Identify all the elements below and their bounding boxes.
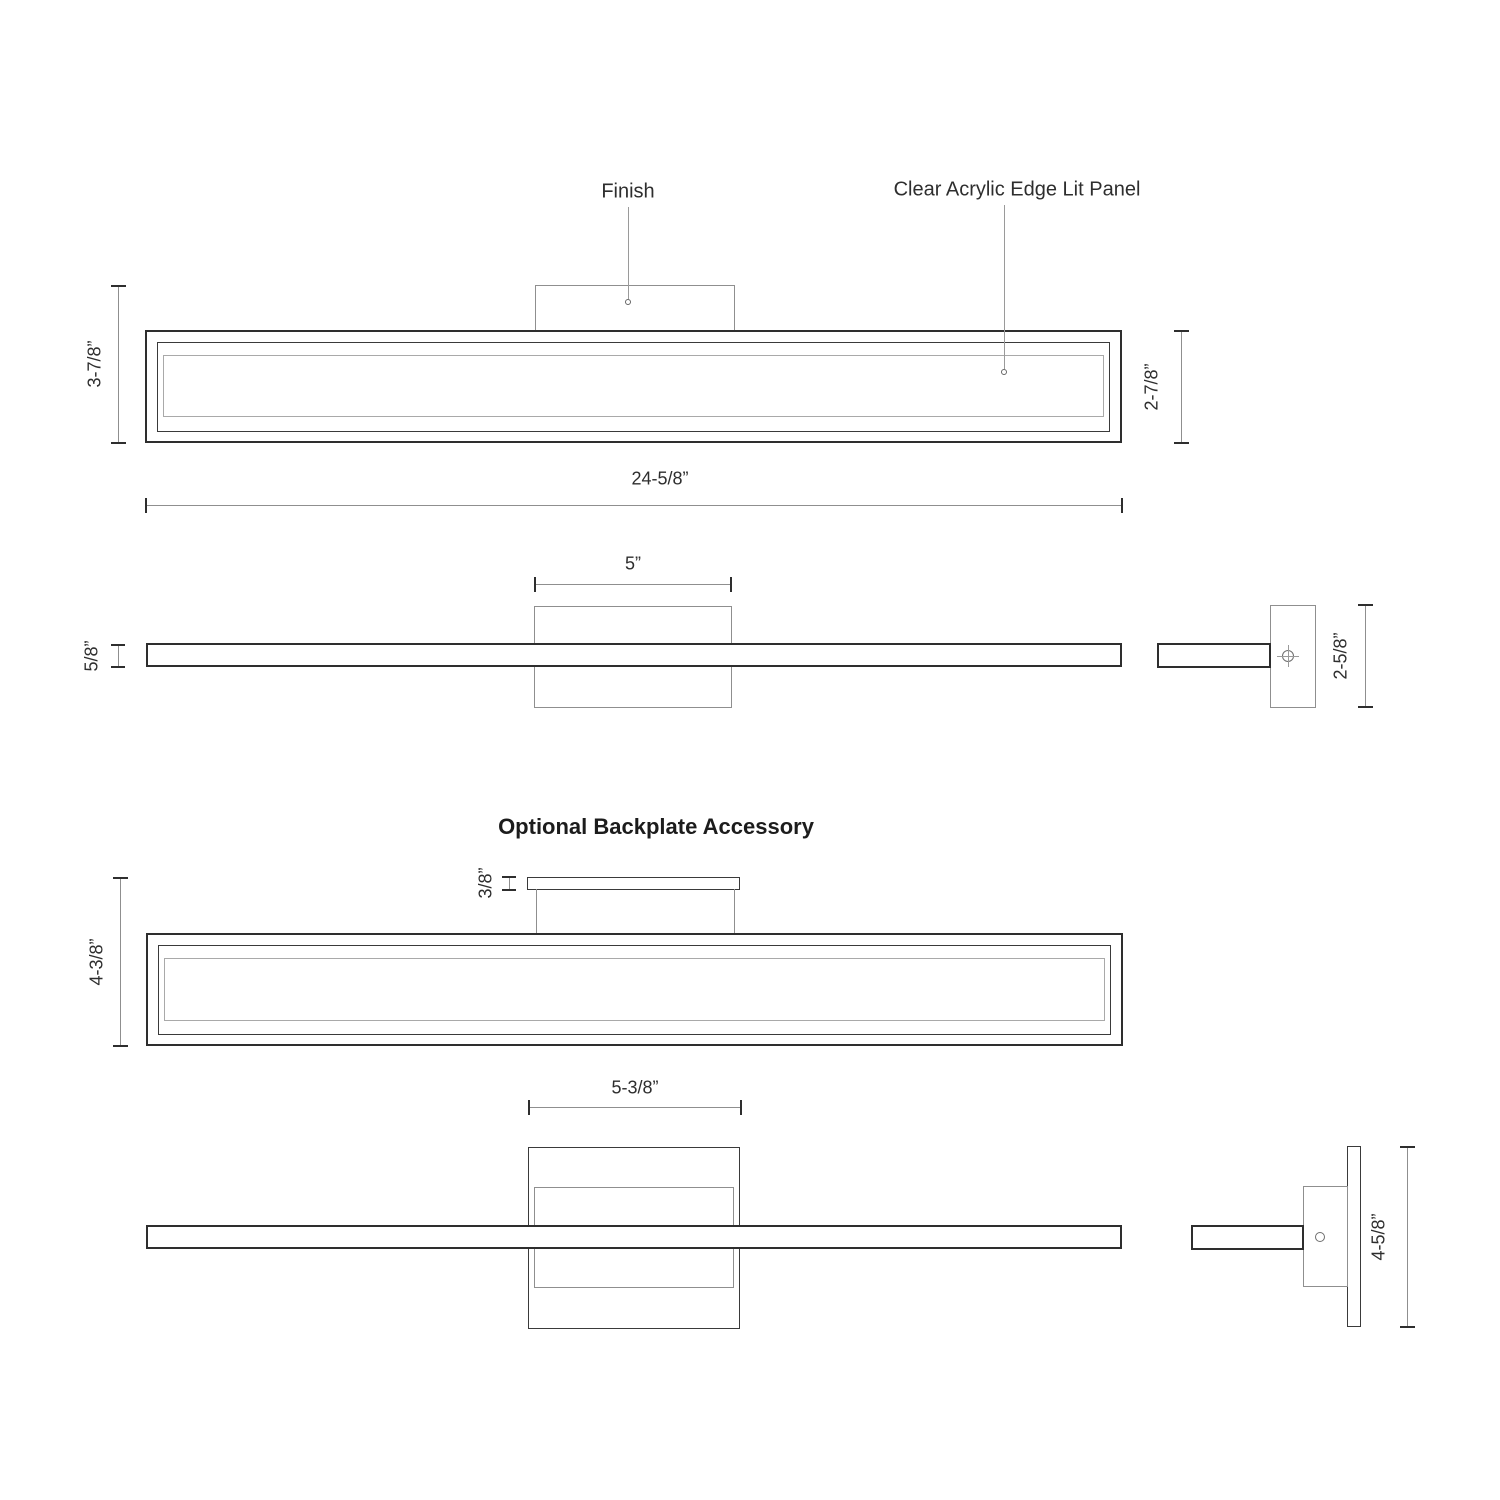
dim-label: 5”: [624, 553, 642, 574]
dim-label: 4-3/8”: [86, 938, 107, 986]
dim-label: 24-5/8”: [631, 468, 689, 489]
dim-label: 5-3/8”: [611, 1077, 659, 1098]
dim-line: [1365, 605, 1366, 707]
fixture-bar: [146, 643, 1122, 667]
dim-line: [1181, 331, 1182, 443]
dim-label: 2-7/8”: [1141, 363, 1162, 411]
acrylic-panel: [163, 355, 1104, 417]
mounting-hole-icon: [1315, 1232, 1325, 1242]
fixture-bar-end: [1157, 643, 1271, 668]
dim-line: [118, 645, 119, 667]
fixture-bar: [146, 1225, 1122, 1249]
dim-tick: [1121, 498, 1123, 513]
dim-line: [1407, 1147, 1408, 1327]
dim-tick: [1358, 706, 1373, 708]
dim-tick: [113, 877, 128, 879]
dim-line: [535, 584, 731, 585]
dim-tick: [111, 666, 125, 668]
canopy-box: [535, 285, 735, 332]
backplate-edge: [1347, 1146, 1361, 1327]
dim-tick: [1358, 604, 1373, 606]
dim-tick: [145, 498, 147, 513]
fixture-bar-end: [1191, 1225, 1304, 1250]
dim-label: 2-5/8”: [1330, 632, 1351, 680]
dim-label: 4-5/8”: [1368, 1213, 1389, 1261]
dim-line: [118, 286, 119, 443]
canopy-plate: [1303, 1186, 1348, 1287]
finish-callout-label: Finish: [601, 180, 655, 203]
dim-line: [120, 878, 121, 1046]
dim-tick: [528, 1100, 530, 1115]
acrylic-leader-line: [1004, 205, 1005, 369]
dim-line: [529, 1107, 741, 1108]
dim-tick: [113, 1045, 128, 1047]
dim-tick: [730, 577, 732, 592]
dim-tick: [1174, 330, 1189, 332]
dim-tick: [111, 442, 126, 444]
finish-leader-line: [628, 207, 629, 299]
dim-tick: [1400, 1146, 1415, 1148]
canopy-sides: [536, 889, 735, 934]
acrylic-panel: [164, 958, 1105, 1021]
dim-tick: [1400, 1326, 1415, 1328]
dim-tick: [111, 285, 126, 287]
finish-leader-dot-icon: [625, 299, 631, 305]
dim-label: 3/8”: [475, 867, 496, 899]
section-title: Optional Backplate Accessory: [498, 814, 814, 839]
dim-tick: [111, 644, 125, 646]
dim-tick: [740, 1100, 742, 1115]
dim-label: 5/8”: [81, 640, 102, 672]
dim-label: 3-7/8”: [84, 340, 105, 388]
dim-tick: [534, 577, 536, 592]
dim-tick: [502, 876, 516, 878]
dim-tick: [502, 889, 516, 891]
acrylic-leader-dot-icon: [1001, 369, 1007, 375]
dim-tick: [1174, 442, 1189, 444]
dim-line: [146, 505, 1122, 506]
acrylic-callout-label: Clear Acrylic Edge Lit Panel: [893, 178, 1141, 201]
